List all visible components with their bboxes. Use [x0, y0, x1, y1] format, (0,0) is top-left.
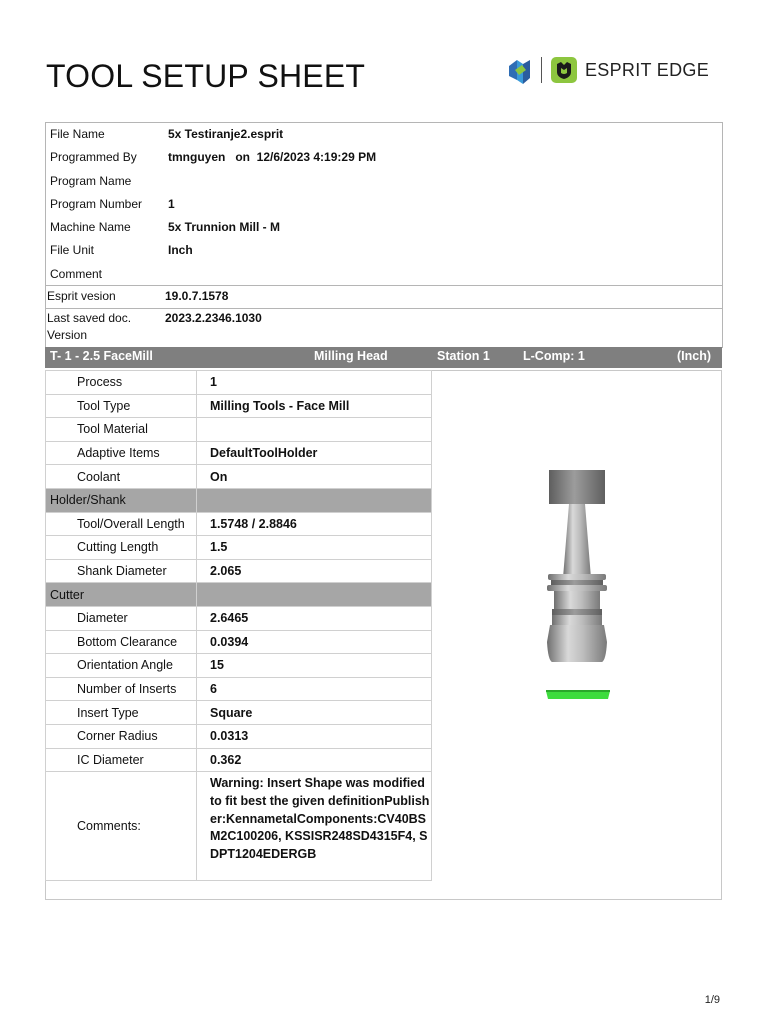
param-value: On [197, 465, 432, 489]
section-spacer [197, 488, 432, 512]
table-row [46, 536, 432, 560]
info-row-comment [46, 263, 722, 286]
table-row [46, 606, 432, 630]
esprit-cube-icon [506, 56, 532, 84]
tool-lcomp: L-Comp: 1 [523, 349, 585, 363]
param-label: Diameter [46, 606, 197, 630]
info-label: Esprit vesion [47, 289, 116, 303]
param-label: Process [46, 371, 197, 395]
info-label: Last saved doc. [47, 311, 132, 325]
param-label: Coolant [46, 465, 197, 489]
param-label: Tool Material [46, 418, 197, 442]
info-value: 5x Trunnion Mill - M [168, 220, 280, 235]
table-row [46, 677, 432, 701]
param-value [197, 418, 432, 442]
info-row-file-unit [46, 239, 722, 262]
tool-parameter-table [45, 370, 432, 881]
info-label: Version [47, 328, 88, 342]
table-row [46, 701, 432, 725]
info-value: Inch [168, 243, 193, 258]
logo-divider [541, 57, 542, 83]
info-row-machine-name [46, 216, 722, 239]
tool-station: Station 1 [437, 349, 490, 363]
info-row-esprit-version [46, 286, 722, 309]
table-row [46, 394, 432, 418]
table-row [46, 559, 432, 583]
info-row-last-saved [46, 309, 722, 347]
info-label: Program Name [50, 173, 132, 188]
param-label: Bottom Clearance [46, 630, 197, 654]
table-row [46, 465, 432, 489]
param-value: 2.065 [197, 559, 432, 583]
info-row-program-number [46, 193, 722, 216]
param-value: Milling Tools - Face Mill [197, 394, 432, 418]
param-value: 6 [197, 677, 432, 701]
info-label: File Name [50, 127, 105, 141]
program-info-main [46, 123, 722, 286]
param-value: 1.5748 / 2.8846 [197, 512, 432, 536]
param-value: 0.0394 [197, 630, 432, 654]
info-value: 1 [168, 196, 175, 211]
page-number: 1/9 [704, 994, 720, 1006]
param-label: IC Diameter [46, 748, 197, 772]
section-header-cutter [46, 583, 432, 607]
info-row-file-name [46, 123, 722, 146]
table-row [46, 371, 432, 395]
param-label: Tool/Overall Length [46, 512, 197, 536]
info-value: 5x Testiranje2.esprit [168, 127, 284, 141]
param-value: 15 [197, 654, 432, 678]
param-value: Square [197, 701, 432, 725]
section-label: Holder/Shank [46, 488, 197, 512]
info-row-programmed-by [46, 146, 722, 169]
esprit-shield-icon [551, 57, 577, 83]
tool-header-bar [45, 347, 722, 368]
param-label: Insert Type [46, 701, 197, 725]
table-row [46, 630, 432, 654]
tool-head: Milling Head [314, 349, 388, 363]
info-label: File Unit [50, 243, 95, 258]
tool-holder-icon [540, 466, 616, 706]
table-row-comments [46, 772, 432, 881]
page-title: TOOL SETUP SHEET [46, 58, 366, 94]
comments-text: Warning: Insert Shape was modified to fit best the given definitionPublisher:KennametalComponents:CV40BSM2C100206, KSSISR248SD4315F4, SDPT1204EDERGB [197, 772, 432, 881]
table-row [46, 724, 432, 748]
table-row [46, 748, 432, 772]
param-label: Orientation Angle [46, 654, 197, 678]
param-label: Adaptive Items [46, 441, 197, 465]
param-label: Cutting Length [46, 536, 197, 560]
section-label: Cutter [46, 583, 197, 607]
info-value: 2023.2.2346.1030 [165, 311, 262, 325]
info-value: 19.0.7.1578 [165, 289, 229, 303]
program-info [45, 122, 723, 348]
param-value: 0.0313 [197, 724, 432, 748]
param-value: DefaultToolHolder [197, 441, 432, 465]
info-value: tmnguyen on 12/6/2023 4:19:29 PM [168, 150, 377, 165]
param-value: 1 [197, 371, 432, 395]
tool-id: T- 1 - 2.5 FaceMill [50, 349, 153, 363]
table-row [46, 441, 432, 465]
param-value: 1.5 [197, 536, 432, 560]
section-header-holder [46, 488, 432, 512]
info-label: Machine Name [50, 220, 131, 235]
brand-name: ESPRIT EDGE [585, 59, 710, 80]
table-row [46, 512, 432, 536]
table-row [46, 418, 432, 442]
info-row-program-name [46, 170, 722, 193]
info-label: Program Number [50, 196, 143, 211]
param-value: 0.362 [197, 748, 432, 772]
param-label: Corner Radius [46, 724, 197, 748]
tool-parameters [45, 370, 722, 900]
param-value: 2.6465 [197, 606, 432, 630]
brand-logo [506, 55, 709, 85]
param-label: Tool Type [46, 394, 197, 418]
info-label: Programmed By [50, 150, 137, 165]
section-spacer [197, 583, 432, 607]
param-label: Comments: [46, 772, 197, 881]
param-label: Shank Diameter [46, 559, 197, 583]
param-label: Number of Inserts [46, 677, 197, 701]
table-row [46, 654, 432, 678]
info-label: Comment [50, 266, 103, 281]
tool-unit: (Inch) [677, 349, 712, 363]
